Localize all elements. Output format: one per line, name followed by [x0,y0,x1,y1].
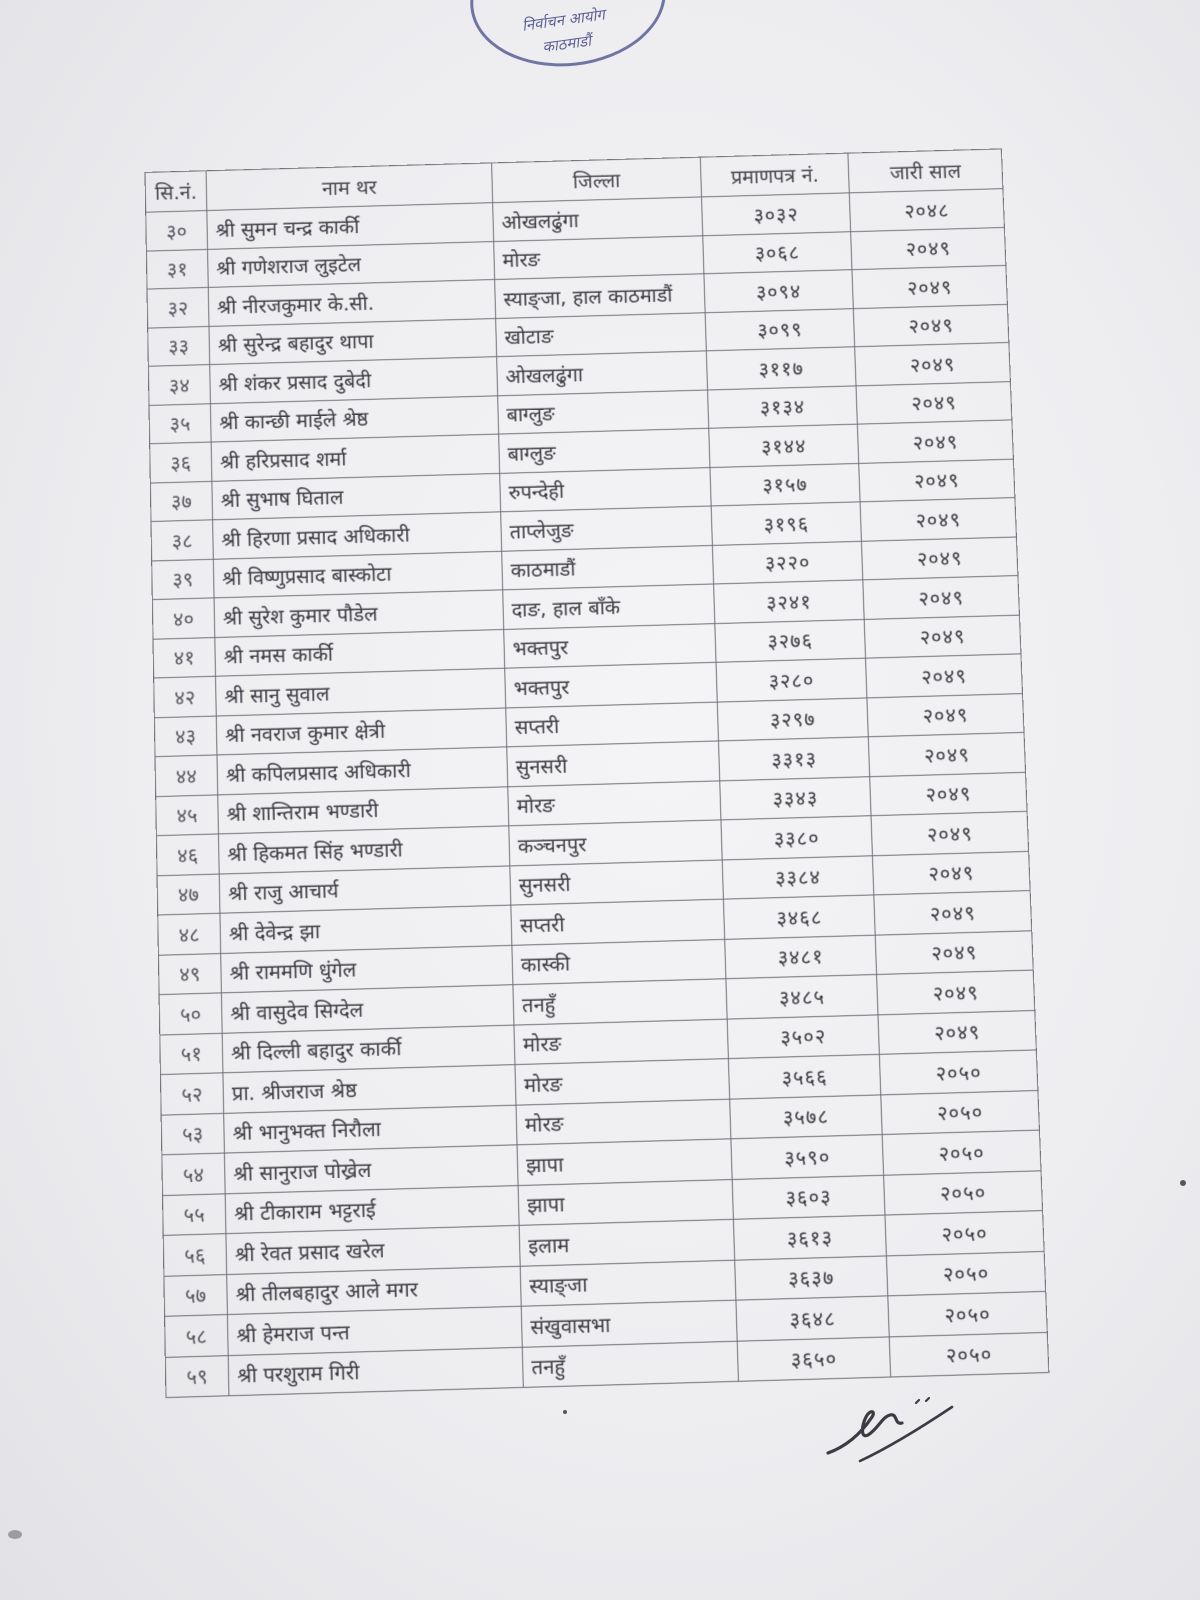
row-person-name: श्री विष्णुप्रसाद बास्कोटा [213,551,502,598]
row-district: मोरङ [494,235,704,279]
row-serial-number: ४० [152,598,214,639]
row-serial-number: ५२ [160,1073,223,1115]
row-district: भक्तपुर [505,662,718,707]
row-person-name: श्री शान्तिराम भण्डारी [218,786,509,834]
row-certificate-number: ३२७६ [715,619,866,662]
row-person-name: श्री नीरजकुमार के.सी. [208,280,495,326]
row-district: बाग्लुङ [498,390,709,435]
row-person-name: श्री टीकाराम भट्टराई [225,1185,519,1234]
row-person-name: श्री सुरेन्द्र बहादुर थापा [209,318,497,365]
row-issue-year: २०४९ [860,498,1016,541]
row-issue-year: २०५० [886,1251,1045,1296]
row-certificate-number: ३०६८ [703,231,852,274]
row-certificate-number: ३६३७ [735,1255,888,1300]
row-district: संखुवासभा [521,1300,737,1347]
row-certificate-number: ३२४१ [714,580,865,623]
row-issue-year: २०४९ [877,970,1035,1014]
row-certificate-number: ३२९७ [717,697,868,741]
row-person-name: श्री सानुराज पोख्रेल [224,1145,518,1193]
row-person-name: श्री हेमराज पन्त [227,1306,522,1355]
row-serial-number: ५४ [162,1153,225,1195]
ink-speck [563,1410,567,1414]
header-district: जिल्ला [492,157,702,202]
row-district: कञ्चनपुर [509,820,722,866]
row-certificate-number: ३३१३ [718,737,869,781]
seal-line-2: काठमाडौं [541,31,593,57]
row-person-name: श्री सानु सुवाल [216,668,506,715]
row-district: मोरङ [514,1019,728,1065]
row-serial-number: ५८ [165,1315,229,1357]
row-serial-number: ४१ [153,637,216,678]
row-certificate-number: ३३८० [721,816,872,860]
row-certificate-number: ३११७ [706,347,856,390]
row-district: सप्तरी [511,899,725,945]
row-person-name: श्री परशुराम गिरी [228,1347,523,1396]
row-district: ओखलढुंगा [493,197,703,241]
row-certificate-number: ३१३४ [708,385,858,428]
row-person-name: श्री नवराज कुमार क्षेत्री [216,707,506,754]
row-district: काठमाडौं [502,545,714,590]
row-serial-number: ३६ [150,442,212,483]
row-serial-number: ४३ [154,716,217,757]
row-issue-year: २०४९ [874,891,1032,935]
row-person-name: श्री सुभाष घिताल [212,473,501,520]
row-district: इलाम [519,1219,735,1265]
row-person-name: श्री हरिप्रसाद शर्मा [211,434,500,481]
row-issue-year: २०५० [879,1050,1038,1094]
row-person-name: श्री वासुदेव सिग्देल [221,985,514,1033]
row-district: मोरङ [515,1059,730,1105]
row-certificate-number: ३०९९ [705,308,855,351]
certificate-register-table [145,148,1050,1398]
row-district: दाङ, हाल बाँके [503,584,715,629]
row-serial-number: ३७ [150,481,212,522]
row-certificate-number: ३४६८ [723,895,875,939]
row-serial-number: ४२ [154,676,217,717]
row-certificate-number: ३०३२ [702,193,851,235]
row-serial-number: ५६ [163,1234,226,1276]
row-certificate-number: ३३८४ [722,855,874,899]
row-serial-number: ५० [159,993,222,1035]
row-issue-year: २०४९ [851,227,1006,270]
row-person-name: श्री कपिलप्रसाद अधिकारी [217,747,508,795]
row-issue-year: २०४९ [855,342,1011,385]
row-person-name: श्री नमस कार्की [215,629,505,676]
row-issue-year: २०४८ [849,189,1004,232]
row-serial-number: ५९ [165,1355,229,1397]
row-serial-number: ४५ [156,794,219,835]
row-district: तनहुँ [522,1341,738,1388]
row-person-name: श्री राममणि धुंगेल [221,945,513,993]
row-issue-year: २०४९ [872,851,1030,895]
row-person-name: श्री रेवत प्रसाद खरेल [226,1225,520,1274]
row-person-name: श्री गणेशराज लुइटेल [208,241,495,287]
row-district: मोरङ [508,780,721,825]
row-person-name: श्री राजु आचार्य [219,865,511,913]
row-person-name: प्रा. श्रीजराज श्रेष्ठ [223,1065,516,1113]
row-certificate-number: ३५६६ [728,1054,880,1098]
row-issue-year: २०५० [882,1130,1041,1175]
row-issue-year: २०४९ [878,1010,1036,1054]
row-issue-year: २०५० [888,1291,1047,1336]
row-serial-number: ३४ [148,365,210,405]
row-certificate-number: ३४८१ [725,935,877,979]
row-district: झापा [518,1179,733,1225]
row-district: ओखलढुंगा [497,351,708,395]
row-serial-number: ३२ [147,287,209,327]
row-person-name: श्री हिरणा प्रसाद अधिकारी [213,512,502,559]
row-serial-number: ५७ [164,1274,228,1316]
header-issue-year: जारी साल [848,149,1003,193]
seal-line-1: निर्वाचन आयोग [520,5,606,35]
row-serial-number: ५१ [160,1033,223,1075]
row-certificate-number: ३६०३ [732,1175,885,1220]
row-district: रुपन्देही [500,467,712,512]
row-certificate-number: ३१४४ [709,424,859,467]
row-certificate-number: ३६५० [737,1336,890,1381]
row-district: भक्तपुर [504,623,716,668]
row-serial-number: ३८ [151,520,213,561]
row-district: सुनसरी [507,741,720,786]
row-issue-year: २०४९ [871,811,1029,855]
row-district: सप्तरी [506,702,719,747]
header-name: नाम थर [206,163,493,211]
row-person-name: श्री हिकमत सिंह भण्डारी [218,826,509,874]
row-certificate-number: ३४८५ [726,974,878,1018]
header-certificate-no: प्रमाणपत्र नं. [700,153,849,197]
row-district: झापा [517,1139,732,1185]
row-district: मोरङ [516,1099,731,1145]
row-serial-number: ४६ [156,834,219,875]
row-serial-number: ३० [146,211,208,251]
row-certificate-number: ३६१३ [733,1215,886,1260]
header-serial: सि.नं. [145,171,207,212]
row-serial-number: ४९ [158,953,221,995]
row-person-name: श्री देवेन्द्र झा [220,905,512,953]
row-district: ताप्लेजुङ [501,506,713,551]
row-certificate-number: ३५०२ [727,1014,879,1058]
row-issue-year: २०५० [884,1170,1043,1215]
row-issue-year: २०४९ [866,654,1023,698]
row-issue-year: २०५० [889,1332,1049,1377]
row-issue-year: २०५० [881,1090,1040,1135]
row-certificate-number: ३५९० [731,1135,884,1179]
row-person-name: श्री शंकर प्रसाद दुबेदी [210,357,498,404]
row-issue-year: २०४९ [852,265,1007,308]
row-certificate-number: ३२२० [712,541,862,584]
row-serial-number: ५३ [161,1113,224,1155]
row-person-name: श्री तीलबहादुर आले मगर [227,1266,522,1315]
row-certificate-number: ३६४८ [736,1296,889,1341]
row-issue-year: २०४९ [863,576,1020,619]
row-issue-year: २०४९ [868,732,1025,776]
row-person-name: श्री भानुभक्त निरौला [224,1105,517,1153]
register-sheet [145,148,1050,1421]
row-issue-year: २०४९ [864,615,1021,659]
row-issue-year: २०५० [885,1211,1044,1256]
row-district: तनहुँ [513,979,727,1025]
row-certificate-number: ३५७८ [730,1094,883,1138]
row-person-name: श्री सुमन चन्द्र कार्की [207,203,494,249]
row-issue-year: २०४९ [867,693,1024,737]
row-certificate-number: ३३४३ [720,776,871,820]
row-district: कास्की [512,939,726,985]
row-issue-year: २०४९ [870,772,1027,816]
row-certificate-number: ३१५७ [710,463,860,506]
row-certificate-number: ३१९६ [711,502,861,545]
row-serial-number: ४४ [155,755,218,796]
row-person-name: श्री कान्छी माईले श्रेष्ठ [210,395,498,442]
row-district: स्याङ्जा [520,1260,736,1307]
row-serial-number: ३९ [152,559,214,600]
row-serial-number: ३३ [148,326,210,366]
row-serial-number: ३१ [146,249,208,289]
row-district: खोटाङ [496,312,707,356]
row-district: बाग्लुङ [499,428,710,473]
row-serial-number: ४७ [157,874,220,915]
row-issue-year: २०४९ [856,381,1012,424]
row-certificate-number: ३२८० [716,658,867,701]
row-issue-year: २०४९ [857,420,1013,463]
handwritten-signature [820,1395,970,1465]
row-issue-year: २०४९ [861,537,1017,580]
row-issue-year: २०४९ [859,459,1015,502]
row-serial-number: ४८ [158,913,221,955]
row-issue-year: २०४९ [853,304,1009,347]
ink-speck [8,1530,22,1539]
row-district: सुनसरी [510,859,724,905]
row-serial-number: ३५ [149,403,211,443]
row-issue-year: २०४९ [875,930,1033,974]
row-serial-number: ५५ [163,1193,226,1235]
row-person-name: श्री सुरेश कुमार पौडेल [214,590,504,637]
row-person-name: श्री दिल्ली बहादुर कार्की [222,1025,515,1073]
row-district: स्याङ्जा, हाल काठमाडौं [495,274,705,318]
row-certificate-number: ३०९४ [704,270,853,313]
ink-speck [1180,1180,1186,1186]
table-body [146,189,1049,1398]
